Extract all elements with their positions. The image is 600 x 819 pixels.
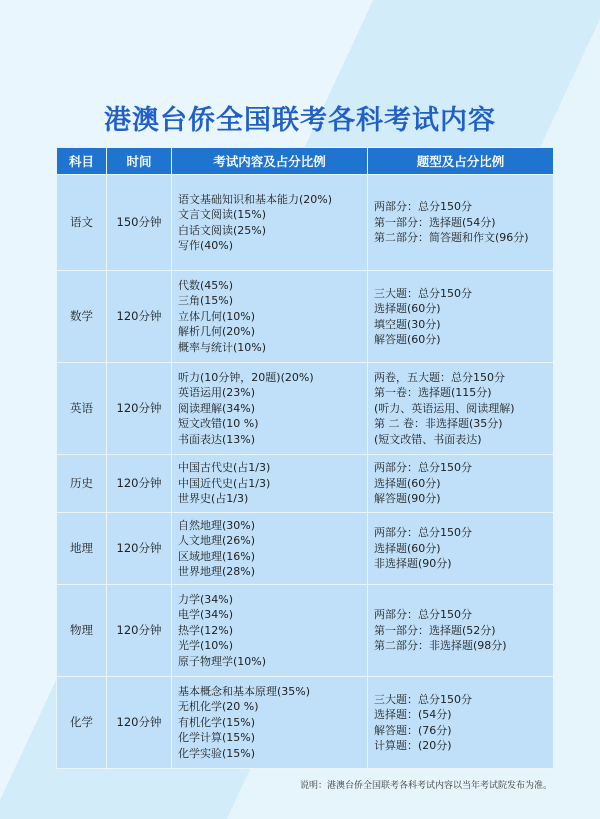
content-line: 热学(12%) [178, 623, 234, 637]
content-line: 化学计算(15%) [178, 731, 256, 745]
table-row [57, 455, 554, 513]
types-line: 选择题(60分) [374, 476, 441, 490]
content-line: 短文改错(10 %) [178, 417, 259, 431]
content-line: 三角(15%) [178, 294, 234, 308]
time-cell: 120分钟 [107, 271, 172, 363]
content-cell [172, 175, 368, 271]
content-cell [172, 455, 368, 513]
content-line: 英语运用(23%) [178, 386, 256, 400]
table-row [57, 271, 554, 363]
time-cell: 120分钟 [107, 585, 172, 677]
types-line: 两卷，五大题：总分150分 [374, 370, 505, 384]
types-line: (短文改错、书面表达) [374, 432, 482, 446]
content-line: 电学(34%) [178, 608, 234, 622]
content-line: 基本概念和基本原理(35%) [178, 684, 311, 698]
table-row [57, 363, 554, 455]
types-line: 第一部分：选择题(54分) [374, 215, 496, 229]
subject-cell: 历史 [57, 455, 107, 513]
content-line: 中国古代史(占1/3) [178, 461, 271, 475]
subject-cell: 化学 [57, 677, 107, 769]
content-line: 力学(34%) [178, 592, 234, 606]
content-line: 写作(40%) [178, 239, 234, 252]
time-cell: 120分钟 [107, 513, 172, 585]
content-line: 世界史(占1/3) [178, 492, 249, 506]
time-cell: 120分钟 [107, 677, 172, 769]
content-cell [172, 513, 368, 585]
table-row [57, 585, 554, 677]
footnote: 说明：港澳台侨全国联考各科考试内容以当年考试院发布为准。 [299, 781, 552, 791]
exam-content-table [56, 147, 554, 769]
subject-cell: 英语 [57, 363, 107, 455]
types-line: 选择题：(54分) [374, 708, 452, 721]
content-line: 概率与统计(10%) [178, 340, 267, 354]
types-cell [368, 513, 554, 585]
time-cell: 120分钟 [107, 455, 172, 513]
content-line: 代数(45%) [178, 278, 234, 292]
types-line: 解答题：(76分) [374, 723, 452, 737]
content-cell [172, 363, 368, 455]
subject-cell: 物理 [57, 585, 107, 677]
types-cell [368, 455, 554, 513]
types-line: 第二部分：简答题和作文(96分) [374, 231, 529, 245]
content-line: 光学(10%) [178, 639, 234, 653]
content-line: 化学实验(15%) [178, 746, 256, 760]
content-line: 区域地理(16%) [178, 549, 256, 563]
content-line: 书面表达(13%) [178, 432, 256, 446]
content-line: 人文地理(26%) [178, 534, 256, 547]
types-line: 第一卷：选择题(115分) [374, 386, 492, 400]
header-types: 题型及占分比例 [368, 148, 554, 175]
subject-cell: 语文 [57, 175, 107, 271]
table-row [57, 175, 554, 271]
content-line: 无机化学(20 %) [178, 700, 259, 714]
types-line: 解答题(60分) [374, 333, 441, 346]
types-line: 两部分：总分150分 [374, 526, 472, 540]
types-line: 非选择题(90分) [374, 557, 452, 571]
content-line: 原子物理学(10%) [178, 654, 267, 668]
types-cell [368, 677, 554, 769]
types-line: 第一部分：选择题(52分) [374, 623, 496, 637]
content-line: 自然地理(30%) [178, 518, 256, 532]
types-cell [368, 175, 554, 271]
content-line: 白话文阅读(25%) [178, 223, 267, 237]
time-cell: 120分钟 [107, 363, 172, 455]
types-line: 选择题(60分) [374, 302, 441, 315]
content-line: 立体几何(10%) [178, 309, 256, 323]
content-line: 听力(10分钟，20题)(20%) [178, 370, 314, 384]
header-content: 考试内容及占分比例 [172, 148, 368, 175]
exam-content-table-wrapper [56, 147, 553, 769]
time-cell: 150分钟 [107, 175, 172, 271]
types-cell [368, 585, 554, 677]
table-header-row [57, 148, 554, 175]
types-cell [368, 363, 554, 455]
page-title: 港澳台侨全国联考各科考试内容 [104, 105, 496, 136]
content-cell [172, 271, 368, 363]
subject-cell: 地理 [57, 513, 107, 585]
types-line: 三大题：总分150分 [374, 286, 472, 300]
content-line: 语文基础知识和基本能力(20%) [178, 192, 333, 206]
content-line: 文言文阅读(15%) [178, 208, 267, 221]
types-line: 解答题(90分) [374, 492, 441, 506]
content-line: 中国近代史(占1/3) [178, 476, 271, 490]
types-line: 三大题：总分150分 [374, 692, 472, 706]
types-line: 两部分：总分150分 [374, 608, 472, 622]
header-time: 时间 [107, 148, 172, 175]
header-subject: 科目 [57, 148, 107, 175]
types-line: 两部分：总分150分 [374, 461, 472, 475]
content-cell [172, 585, 368, 677]
types-line: 两部分：总分150分 [374, 200, 472, 214]
content-line: 有机化学(15%) [178, 715, 256, 729]
types-line: 第二部分：非选择题(98分) [374, 639, 507, 653]
types-line: 计算题：(20分) [374, 739, 452, 752]
types-line: 填空题(30分) [374, 317, 441, 331]
types-cell [368, 271, 554, 363]
content-line: 世界地理(28%) [178, 565, 256, 578]
types-line: (听力、英语运用、阅读理解) [374, 401, 515, 415]
content-cell [172, 677, 368, 769]
table-row [57, 677, 554, 769]
subject-cell: 数学 [57, 271, 107, 363]
types-line: 选择题(60分) [374, 541, 441, 555]
table-body [57, 175, 554, 769]
content-line: 阅读理解(34%) [178, 401, 256, 415]
types-line: 第 二 卷：非选择题(35分) [374, 417, 503, 431]
content-line: 解析几何(20%) [178, 325, 256, 339]
table-row [57, 513, 554, 585]
